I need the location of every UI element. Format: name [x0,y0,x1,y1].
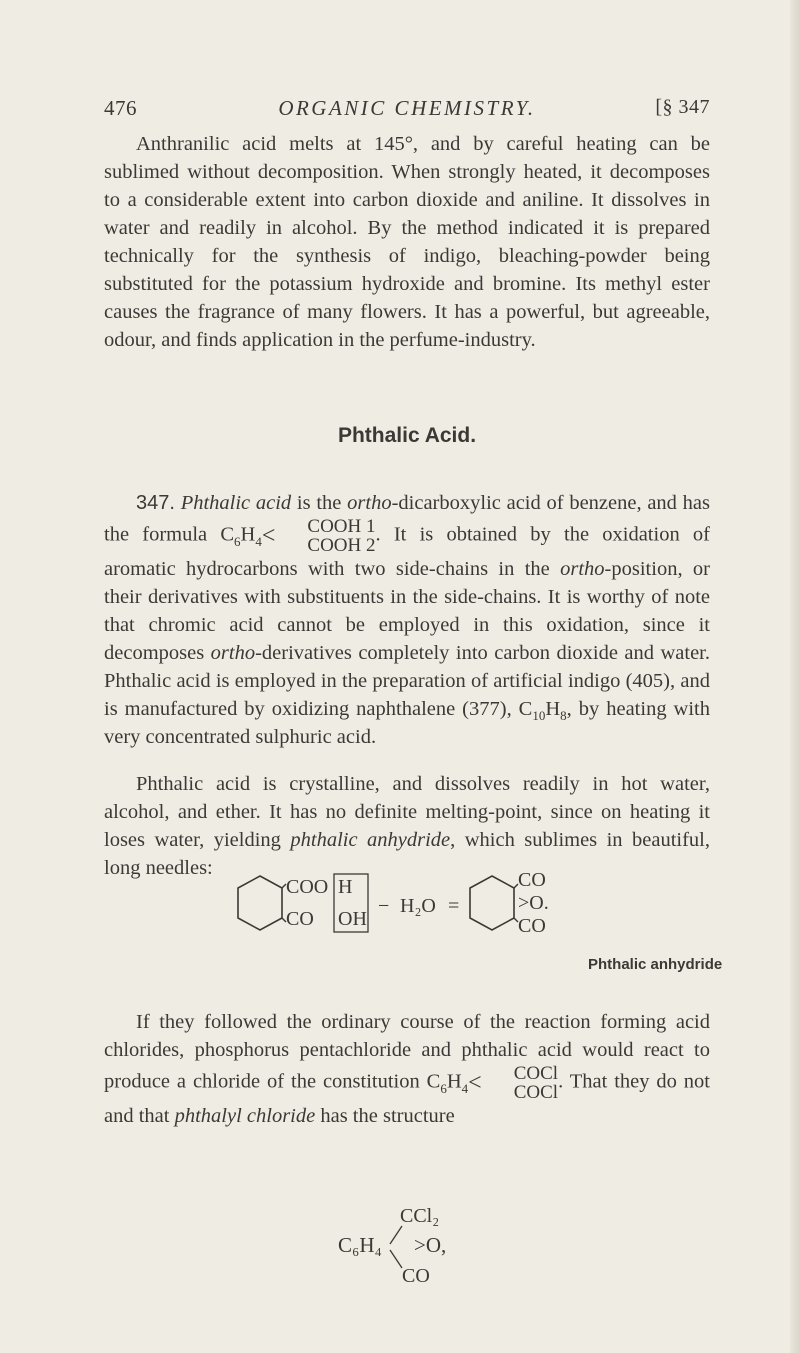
section-number: 347. [136,492,175,514]
formula-fraction: COOH 1 COOH 2 [307,516,376,556]
equals-sign: = [448,895,460,917]
term-phthalyl-chloride: phthalyl chloride [174,1105,316,1127]
benzene-ring-right [470,876,514,930]
phthalyl-chloride-structure [338,1200,478,1286]
right-bottom-group: CO [518,915,546,937]
left-bottom-group: CO [286,908,314,930]
chloride-formula-fraction: COCl COCl [513,1063,559,1103]
structure-core: C₆H₄ [338,1233,382,1257]
structure-bottom: CO [402,1265,430,1286]
left-top-group: COO [286,876,329,898]
page-number: 476 [104,96,137,120]
right-oxygen-bridge: >O. [518,892,549,914]
structure-top: CCl₂ [400,1205,440,1227]
right-top-group: CO [518,869,546,891]
term-phthalic-anhydride: phthalic anhydride [290,829,451,851]
running-header [104,96,710,126]
page-edge-shadow [790,0,800,1353]
section-marker: [§ 347 [655,96,710,118]
structure-mid: >O, [414,1233,447,1257]
equation-caption: Phthalic anhydride [588,956,723,973]
minus-sign: − [378,895,390,917]
section-heading: Phthalic Acid. [337,424,477,447]
running-title: ORGANIC CHEMISTRY. [278,96,536,120]
paragraph-anthranilic-acid: Anthranilic acid melts at 145°, and by careful heating can be sublimed without decomposition. When strongly heated, it decomposes to a considerable extent into carbon dioxide and aniline. It dissolves in water and readily in alcohol. By the method indicated it is prepared technically for the synthesis of indigo, bleaching-powder being substituted for the potassium hydroxide and bromine. Its methyl ester causes the fragrance of many flowers. It has a powerful, but agreeable, odour, and finds application in the perfume-industry. [104,133,710,351]
left-top-h: H [338,876,353,898]
paragraph-phthalyl-chloride: If they followed the ordinary course of the reaction forming acid chlorides, phosphorus pentachloride and phthalic acid would react to produce a chloride of the constitution $C_6H_4<$ COCl COCl . That they do not and that phthalyl chloride has the structure [104,1011,711,1127]
benzene-ring-left [238,876,282,930]
water: H₂O [400,895,436,917]
paragraph-phthalic-acid: 347. Phthalic acid is the ortho-dicarboxylic acid of benzene, and has the formula $C_6H_4<$ COOH 1 COOH 2 . It is obtained by the oxidation of aromatic hydrocarbons with two side-chains in the ortho-position, or their derivatives with substituents in the side-chains. It is worthy of note that chromic acid cannot be employed in this oxidation, since it decomposes ortho-derivatives completely into carbon dioxide and water. Phthalic acid is employed in the preparation of artificial indigo (405), and is manufactured by oxidizing naphthalene (377), $C_{10}H_8$, by heating with very concentrated sulphuric acid. [104,492,710,748]
left-bottom-oh: OH [338,908,367,930]
paragraph-crystalline: Phthalic acid is crystalline, and dissolves readily in hot water, alcohol, and ether. It has no definite melting-point, since on heating it loses water, yielding phthalic anhydride, which sublimes in beautiful, long needles: [104,773,710,879]
term-phthalic-acid: Phthalic acid [180,492,292,514]
